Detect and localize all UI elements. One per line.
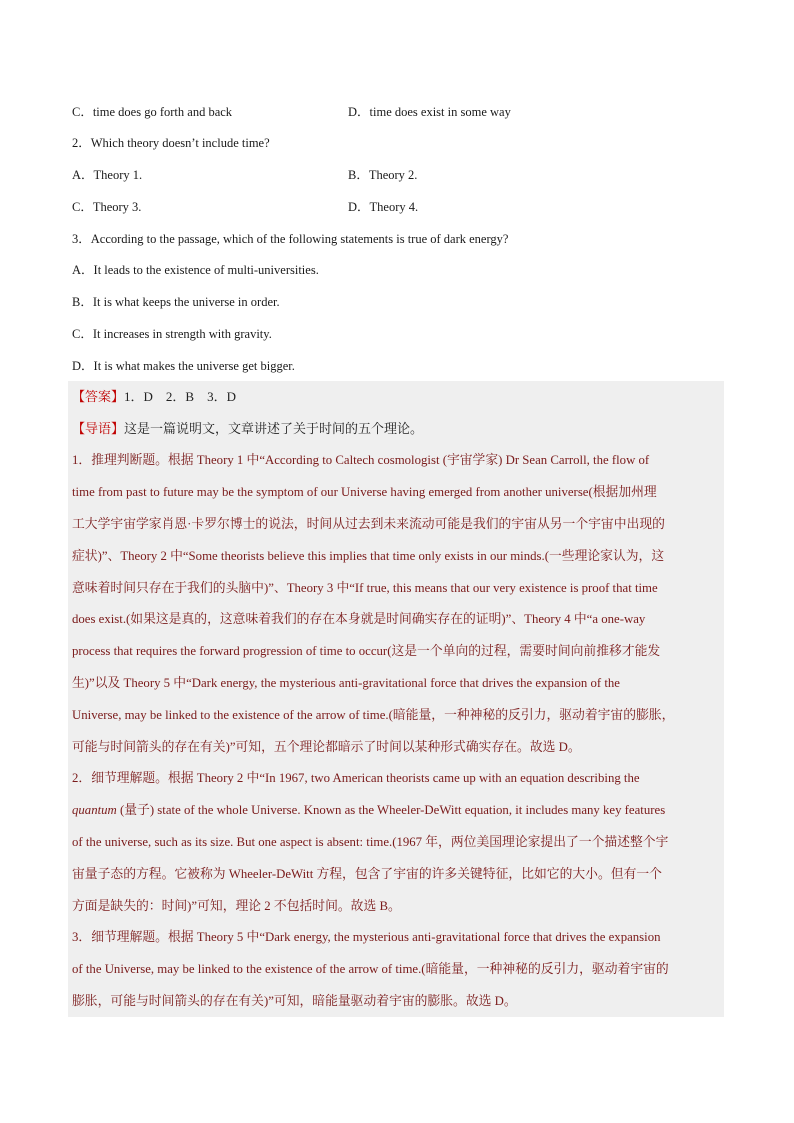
analysis2-line-rest: (量子) state of the whole Universe. Known as the Wheeler-DeWitt equation, it includes many key features [116, 803, 666, 817]
guide-label: 【导语】 [72, 421, 125, 436]
analysis1-line: does exist.(如果这是真的，这意味着我们的存在本身就是时间确实存在的证明)”、Theory 4 中“a one-way [72, 612, 646, 626]
q3-option-d: D．It is what makes the universe get bigger. [72, 359, 295, 373]
analysis1-line: 1．推理判断题。根据 Theory 1 中“According to Caltech cosmologist (宇宙学家) Dr Sean Carroll, the flow of [72, 453, 650, 467]
answer-line [72, 388, 236, 406]
analysis3-line: 3．细节理解题。根据 Theory 5 中“Dark energy, the mysterious anti-gravitational force that drives the expansion [72, 930, 661, 944]
analysis2-line: 方面是缺失的：时间)”可知，理论 2 不包括时间。故选 B。 [72, 899, 401, 913]
q2-option-d: D．Theory 4. [348, 200, 419, 214]
guide-line [72, 420, 423, 438]
q2-option-b: B．Theory 2. [348, 168, 418, 182]
analysis3-line: 膨胀，可能与时间箭头的存在有关)”可知，暗能量驱动着宇宙的膨胀。故选 D。 [72, 994, 517, 1008]
analysis1-line: 症状)”、Theory 2 中“Some theorists believe this implies that time only exists in our minds.(一些理论家认为，这 [72, 549, 665, 563]
q2-option-row-ab [72, 167, 418, 183]
analysis2-line: of the universe, such as its size. But one aspect is absent: time.(1967 年，两位美国理论家提出了一个描述整个宇 [72, 835, 669, 849]
analysis3-line: of the Universe, may be linked to the existence of the arrow of time.(暗能量，一种神秘的反引力，驱动着宇宙的 [72, 962, 669, 976]
q2-option-row-cd [72, 199, 419, 215]
analysis1-line: time from past to future may be the symptom of our Universe having emerged from another universe(根据加州理 [72, 485, 657, 499]
q2-stem: 2．Which theory doesn’t include time? [72, 136, 270, 150]
answer-analysis-block [68, 381, 724, 1017]
q3-option-a: A．It leads to the existence of multi-universities. [72, 263, 319, 277]
analysis1-line: 生)”以及 Theory 5 中“Dark energy, the mysterious anti-gravitational force that drives the expansion of the [72, 676, 620, 690]
analysis1-line: Universe, may be linked to the existence of the arrow of time.(暗能量，一种神秘的反引力，驱动着宇宙的膨胀， [72, 708, 675, 722]
answer-text: 1．D 2．B 3．D [124, 389, 236, 404]
analysis2-line: 2．细节理解题。根据 Theory 2 中“In 1967, two American theorists came up with an equation describing the [72, 771, 640, 785]
analysis1-line: 意味着时间只存在于我们的头脑中)”、Theory 3 中“If true, this means that our very existence is proof that time [72, 581, 658, 595]
analysis1-line: 可能与时间箭头的存在有关)”可知，五个理论都暗示了时间以某种形式确实存在。故选 D。 [72, 740, 581, 754]
q1-option-d: D．time does exist in some way [348, 105, 511, 119]
q2-option-a: A．Theory 1. [72, 168, 143, 182]
quantum-term: quantum [72, 803, 117, 817]
analysis1-line: process that requires the forward progression of time to occur(这是一个单向的过程，需要时间向前推移才能发 [72, 644, 661, 658]
guide-text: 这是一篇说明文，文章讲述了关于时间的五个理论。 [124, 421, 424, 436]
analysis2-line: 宙量子态的方程。它被称为 Wheeler-DeWitt 方程，包含了宇宙的许多关键特征，比如它的大小。但有一个 [72, 867, 662, 881]
q1-option-row [72, 104, 511, 120]
answer-label: 【答案】 [72, 389, 125, 404]
q3-stem: 3．According to the passage, which of the following statements is true of dark energy? [72, 232, 509, 246]
analysis1-line: 工大学宇宙学家肖恩·卡罗尔博士的说法，时间从过去到未来流动可能是我们的宇宙从另一个宇宙中出现的 [72, 517, 665, 531]
q2-option-c: C．Theory 3. [72, 200, 142, 214]
q3-option-b: B．It is what keeps the universe in order. [72, 295, 280, 309]
analysis2-line [72, 801, 724, 819]
q3-option-c: C．It increases in strength with gravity. [72, 327, 272, 341]
q1-option-c: C．time does go forth and back [72, 105, 233, 119]
